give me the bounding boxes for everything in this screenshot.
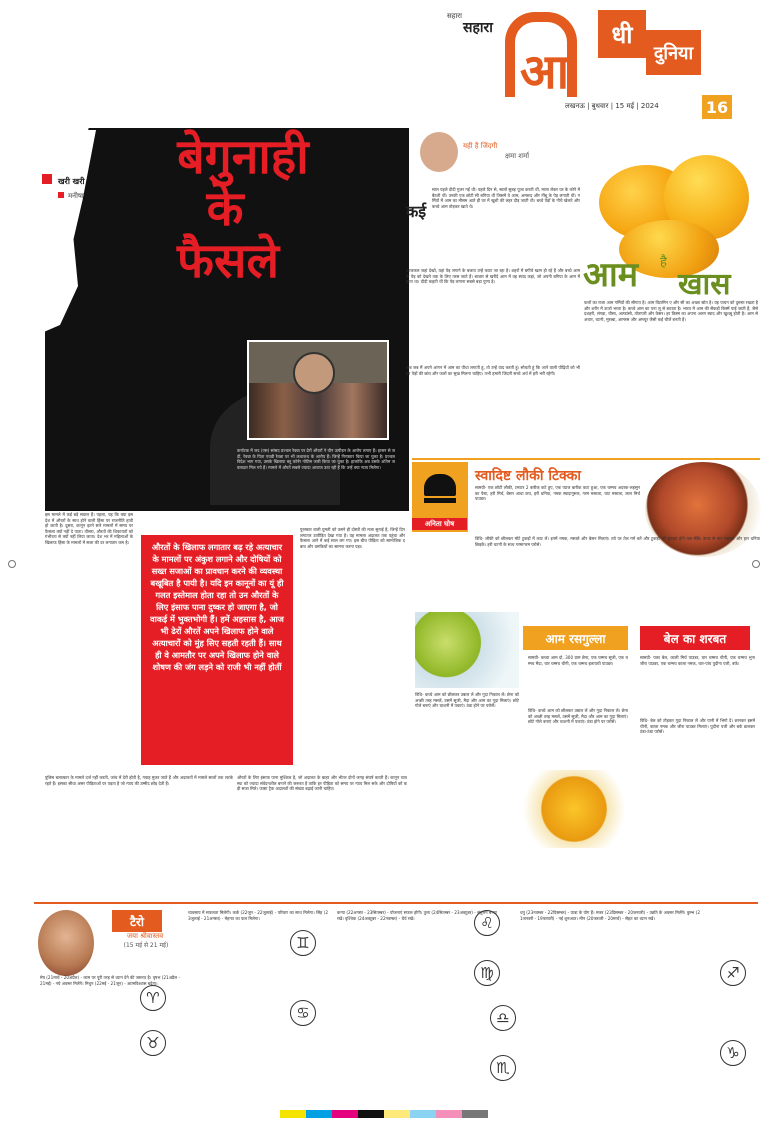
scorpio-icon: ♏ [490,1055,516,1081]
story-body-4: पुरस्कार वाली घुमती को उसने ही दोस्तों की मजा सुनाई है, जिन्हें दिन लगातार उत्पीड़ित देखा गया है। यह मामला अदालत तक पहुंचा और फैसला आने में कई साल लग गए। इस बीच पीड़िता को सामाजिक दबाव और धमकियों का सामना करना पड़ा। [300,527,405,549]
middle-body-1: साल पहले दीदी गुजर गईं थी। पहले दिन से, सालों सुबह पूजा करती थीं, माला लेकर घर के कोने में बैठती थीं। उनकी एक छोटी सी बगिया थी जिसमें वे आम, अमरूद और नींबू के पेड़ लगाती थीं। गर्मियों में आम का मौसम आते ही घर में खुशी की लहर दौड़ जाती थी। बच्चे पेड़ों के नीचे खेलते और कच्चे आम तोड़कर खाते थे। [432,187,580,209]
taro-col-2: व्यवसाय में सफलता मिलेगी। कर्क (22जून - 22जुलाई) - परिवार का साथ मिलेगा। सिंह (23जुलाई - 21अगस्त) - मेहनत का फल मिलेगा। [188,910,328,921]
page-number: 16 [702,95,732,119]
author-marker-icon [58,192,64,198]
sharbat-title: बेल का शरबत [640,626,750,650]
rasgulla-title: आम रसगुल्ला [523,626,628,650]
rasgulla-ingredients: सामग्री- कच्चा आम दो, 300 ग्राम छेना, एक चम्मच सूजी, एक चम्मच मैदा, चार चम्मच चीनी, एक चम्मच इलायची पाउडर। [528,655,628,666]
rasgulla-photo [415,612,519,688]
divider-taro [34,902,758,904]
taro-author: जया श्रीवास्तव [126,932,164,940]
leo-icon: ♌ [474,910,500,936]
divider [412,458,760,460]
sharbat-ingredients: सामग्री- पका बेल, काली मिर्च पाउडर, चार चम्मच चीनी, एक चम्मच भुना जीरा पाउडर, एक चम्मच काला नमक, चार-पांच पुदीना पत्ती, बर्फ। [640,655,755,666]
story-body-2: इस मामले में कई बड़े सवाल हैं। पहला, यह कि क्या इस देश में औरतों के साथ होने वाली हिंसा पर राजनीति हावी हो जाती है। दूसरा, कानून इतने सारे मामलों में समय पर फैसला क्यों नहीं दे पाता। तीसरा, औरतों की शिकायतों को गंभीरता से क्यों नहीं लिया जाता। देश भर में महिलाओं के खिलाफ हिंसा के मामलों में सजा की दर लगातार कम है। [45,512,133,545]
logo-duniya: दुनिया [646,30,701,75]
aam-title-khas: खास [678,267,731,302]
middle-body-3: अब जब मैं अपने आंगन में आम का पौधा लगाती हूं, तो उन्हें याद करती हूं। सोचती हूं कि आने वाली पीढ़ियों को भी इन पेड़ों की छांव और फलों का सुख मिलना चाहिए। तभी हमारी जिंदगी सच्चे अर्थ में हरी भरी रहेगी। [406,365,580,376]
brand-tagline: सहारा [447,12,462,20]
headline-line-2: के [206,181,244,237]
author-name-kshama: क्षमा शर्मा [505,152,530,160]
registration-mark-icon [8,560,16,568]
rasgulla-method-2: विधि- कच्चे आम को छीलकर उबाल लें और गूदा निकाल लें। छेना को अच्छी तरह मसलें, उसमें सूजी, मैदा और आम का गूदा मिलाएं। छोटे गोले बनाएं और चाशनी में पकाएं। ठंडा होने पर परोसें। [528,708,628,725]
masthead [0,0,768,122]
brand-name: सहारा [463,20,493,36]
drink-photo [523,770,625,848]
story-body-3: पुलिस बलात्कार के मामले दर्ज नहीं करती, जांच में देरी होती है, गवाह मुकर जाते हैं और अदालतों में मामले सालों तक लटके रहते हैं। इसका सीधा असर पीड़िताओं पर पड़ता है जो न्याय की उम्मीद छोड़ देती हैं। [45,775,233,786]
logo-dhi: धी [598,10,646,58]
chef-hat-band [424,498,456,503]
headline-line-1: बेगुनाही [177,129,309,185]
story-body-1: कर्नाटक में जद (एस) सांसद प्रज्वल रेवन्ना पर ढेरों औरतों ने यौन उत्पीड़न के आरोप लगाए हैं। हासन से जदी, रेवन्ना के पिता एचडी रेवन्ना पर भी कथाकथ के आरोप हैं। जिन्हें गिरफ्तार किया जा चुका है। प्रज्वल विदेश भाग गया, उसके खिलाफ ब्लू कॉर्नर नोटिस जारी किया जा चुका है। हालांकि अब उसके अंतिम जवाबदार मिल गये हैं। मामले में औरतें सबसे ज्यादा आवाज उठा रही हैं कि उन्हें क्या न्याय मिलेगा। [237,448,395,470]
news-photo [247,340,389,440]
tikka-title: स्वादिष्ट लौकी टिक्का [475,468,582,484]
aam-body: फलों का राजा आम गर्मियों की सौगात है। आम विटामिन ए और सी का अच्छा स्रोत है। यह पाचन को दुरुस्त रखता है और शरीर में ऊर्जा भरता है। कच्चे आम का पना लू से बचाता है। भारत में आम की सैकड़ों किस्में पाई जाती हैं, जैसे दशहरी, लंगड़ा, चौसा, अल्फांसो, तोतापरी और केसर। हर किस्म का अपना अलग स्वाद और खुशबू होती है। आम से अचार, चटनी, मुरब्बा, आमरस और अमचूर जैसी कई चीजें बनती हैं। [584,300,758,322]
aam-title-hai: है [660,255,667,270]
column-label: खरी खरी [58,177,85,186]
headline-line-3: फैसले [176,233,279,289]
gemini-icon: ♊ [290,930,316,956]
libra-icon: ♎ [490,1005,516,1031]
taro-title: टैरो [112,910,162,932]
dropcap: कई [406,202,427,221]
aam-title: आम [583,255,639,295]
registration-mark-icon [752,560,760,568]
taro-col-4: धनु (23नवम्बर - 22दिसम्बर) - यात्रा के योग हैं। मकर (23दिसम्बर - 20जनवरी) - उन्नति के अवसर मिलेंगे। कुम्भ (21जनवरी - 19फरवरी) - नई शुरुआत। मीन (20फरवरी - 20मार्च) - सेहत का ध्यान रखें। [520,910,700,921]
taro-col-3: कन्या (22अगस्त - 23सितम्बर) - योजनाएं सफल होंगी। तुला (24सितम्बर - 23अक्टूबर) - संतुलन बनाए रखें। वृश्चिक (24अक्टूबर - 22नवम्बर) - धैर्य रखें। [337,910,497,921]
middle-body-2: आजकल जहां देखो, यहां पेड़ लगाने के बजाय उन्हें काटा जा रहा है। शहरों में बगीचे खत्म हो रहे हैं और बच्चे आम के पेड़ को देखने तक के लिए तरस जाते हैं। बाजार से खरीदे आम में वह स्वाद कहां, जो अपनी बगिया के आम में होता था। दीदी कहती थीं कि पेड़ लगाना सबसे बड़ा पुण्य है। [406,268,580,285]
story-body-5: औरतों के लिए इंसाफ पाना मुश्किल है, जो अदालत के बाहर और भीतर दोनों जगह संघर्ष करती हैं। कानून व्यवस्था को ज्यादा संवेदनशील बनाने की जरूरत है ताकि हर पीड़िता को समय पर न्याय मिल सके और दोषियों को कड़ी सजा मिले। फास्ट ट्रैक अदालतों की संख्या बढ़ाई जानी चाहिए। [237,775,407,792]
sagittarius-icon: ♐ [720,960,746,986]
dateline: लखनऊ | बुधवार | 15 मई | 2024 [565,102,659,110]
taurus-icon: ♉ [140,1030,166,1056]
column-label-yahi: यही है जिंदगी [463,142,498,150]
sharbat-method: विधि- बेल को तोड़कर गूदा निकाल लें और पानी में भिगो दें। छानकर इसमें चीनी, काला नमक और जीरा पाउडर मिलाएं। पुदीना पत्ती और बर्फ डालकर ठंडा-ठंडा परोसें। [640,718,755,735]
tikka-ingredients: सामग्री- एक छोटी लौकी, टमाटर 2 बारीक कटे हुए, एक प्याज बारीक कटा हुआ, एक चम्मच अदरक-लहसुन का पेस्ट, हरी मिर्च, बेसन आधा कप, हरी धनिया, नमक स्वादानुसार, गरम मसाला, चाट मसाला, लाल मिर्च पाउडर। [475,485,640,502]
tikka-method: विधि- लौकी को छीलकर मोटे टुकड़ों में काट लें। इनमें नमक, मसाले और बेसन मिलाएं। तवे पर तेल गर्म करें और टुकड़ों को सुनहरा होने तक सेंकें। ऊपर से चाट मसाला और हरा धनिया छिड़कें। हरी चटनी के साथ गरमागरम परोसें। [475,536,760,547]
virgo-icon: ♍ [474,960,500,986]
taro-col-1: मेष (21मार्च - 20अप्रैल) - काम पर पूरी तरह से ध्यान देने की जरूरत है। वृषभ (21अप्रैल - 21मई) - नये अवसर मिलेंगे। मिथुन (22मई - 21जून) - आत्मविश्वास बढ़ेगा। [40,975,180,986]
cancer-icon: ♋ [290,1000,316,1026]
chef-hat-shape [424,474,456,496]
aries-icon: ♈ [140,985,166,1011]
taro-author-photo [38,910,94,976]
capricorn-icon: ♑ [720,1040,746,1066]
author-name: मनीषा [68,192,84,200]
author-photo [420,132,458,172]
taro-date: (15 मई से 21 मई) [123,942,169,949]
pull-quote: औरतों के खिलाफ लगातार बढ़ रहे अत्याचार के मामलों पर अंकुश लगाने और दोषियों को सख्त सजाओं का प्रावधान करने की व्यवस्था बखूबित है पायी है। यदि इन कानूनों का यूं ही गलत इस्तेमाल होता रहा तो उन औरतों के लिए इंसाफ पाना दुष्कर हो जाएगा है, जो वाकई में भुक्तभोगी हैं। हमें अहसास है, आज भी ढेरों औरतें अपने खिलाफ होने वाले अत्याचारों को मुंह सिए सहती रहती हैं। साथ ही वे आमतौर पर अपने खिलाफ होने वाले शोषण की जंग लड़ने को राजी भी नहीं होतीं [141,535,293,765]
print-color-bar [280,1110,488,1118]
rasgulla-method: विधि- कच्चे आम को छीलकर उबाल लें और गूदा निकाल लें। छेना को अच्छी तरह मसलें, उसमें सूजी, मैदा और आम का गूदा मिलाएं। छोटे गोले बनाएं और चाशनी में पकाएं। ठंडा होने पर परोसें। [415,692,519,709]
logo-aa: आ [520,44,570,100]
recipe-author: अनिता घोष [412,518,467,530]
column-marker-icon [42,174,52,184]
portrait-image [293,352,335,394]
